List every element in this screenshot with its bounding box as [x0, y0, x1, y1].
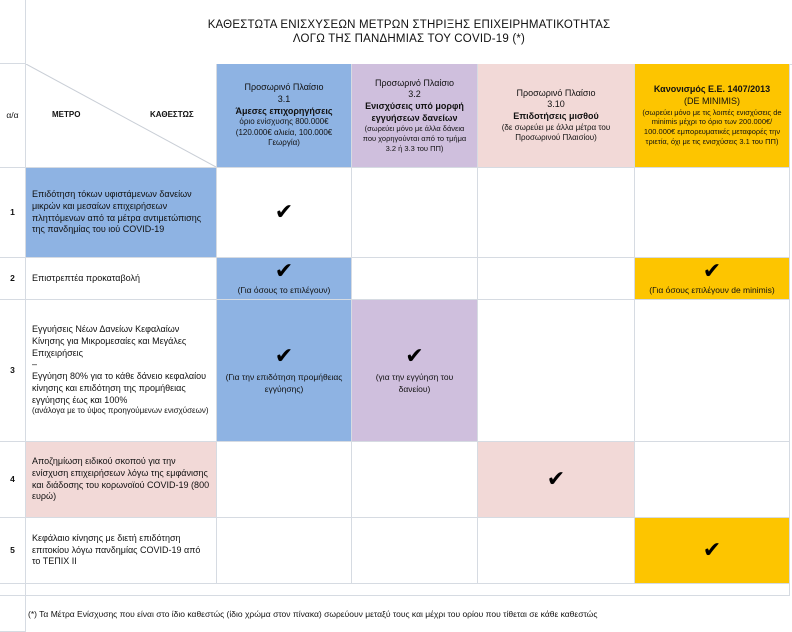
dm-bold: Κανονισμός Ε.Ε. 1407/2013 — [653, 84, 771, 95]
row-3-col-3-10 — [478, 300, 635, 442]
check-icon: ✔ — [274, 344, 294, 370]
row-2-number — [0, 258, 26, 300]
row-4-number — [0, 442, 26, 518]
measure-text-note: (ανάλογα με το ύψος προηγούμενων ενισχύσεων) — [32, 406, 209, 416]
col31-bold: Άμεσες επιχορηγήσεις — [235, 105, 333, 116]
check-icon: ✔ — [274, 199, 294, 225]
row-4-col-3-10 — [478, 442, 635, 518]
header-col-3-2 — [352, 64, 478, 168]
title-line-2: ΛΟΓΩ ΤΗΣ ΠΑΝΔΗΜΙΑΣ ΤΟΥ COVID-19 (*) — [292, 33, 526, 45]
col310-bold: Επιδοτήσεις μισθού — [513, 110, 599, 121]
row-2-note-3-1: (Για όσους το επιλέγουν) — [237, 284, 331, 295]
header-col-3-1 — [217, 64, 352, 168]
check-icon: ✔ — [405, 344, 424, 370]
header-measure-scheme — [26, 64, 217, 168]
col31-line2: 3.1 — [277, 94, 291, 105]
check-icon: ✔ — [546, 466, 566, 492]
spacer-left — [0, 584, 26, 596]
header-col-3-10 — [478, 64, 635, 168]
row-2-col-de-minimis — [635, 258, 790, 300]
row-4-measure — [26, 442, 217, 518]
col310-note: (δε σωρεύει με άλλα μέτρα του Προσωρινού Πλαισίου) — [501, 122, 611, 143]
col32-line1: Προσωρινό Πλαίσιο — [375, 77, 454, 88]
corner-blank — [0, 0, 26, 64]
dm-note2: 100.000€ εμπορευματικές μεταφορές την τριετία, όχι με τις ενισχύσεις 3.1 του ΠΠ) — [643, 127, 781, 146]
row-3-measure — [26, 300, 217, 442]
row-3-col-3-1 — [217, 300, 352, 442]
row-1-measure — [26, 168, 217, 258]
row-2-col-3-1 — [217, 258, 352, 300]
check-icon: ✔ — [702, 258, 722, 284]
row-2-col-3-10 — [478, 258, 635, 300]
page-title — [26, 0, 792, 65]
measure-text: Αποζημίωση ειδικού σκοπού για την ενίσχυση επιχειρήσεων λόγω της εμφάνισης και διάδοσης του κορωνοϊού COVID-19 (800 ευρώ) — [32, 456, 210, 502]
measure-text-guarantee: Εγγύηση 80% για το κάθε δάνειο κεφαλαίου κίνησης και επιδότηση της προμήθειας εγγύησης έως και 100% — [32, 371, 207, 405]
measure-text: Επιστρεπτέα προκαταβολή — [32, 272, 141, 283]
row-1-col-3-10 — [478, 168, 635, 258]
row-3-col-3-2 — [352, 300, 478, 442]
row-3-note-3-2: (για την εγγύηση του δανείου) — [375, 372, 454, 394]
measure-text: Επιδότηση τόκων υφιστάμενων δανείων μικρών και μεσαίων επιχειρήσεων πληττόμενων από τα μέτρα αντιμετώπισης της πανδημίας του ιού COVID-19 — [32, 189, 202, 235]
header-scheme-label: ΚΑΘΕΣΤΩΣ — [150, 110, 194, 119]
row-3-number — [0, 300, 26, 442]
row-1-col-3-2 — [352, 168, 478, 258]
col31-line1: Προσωρινό Πλαίσιο — [244, 82, 324, 93]
row-number: 1 — [10, 206, 15, 217]
col32-line2: 3.2 — [408, 89, 421, 100]
footnote-left-blank — [0, 596, 26, 632]
dm-line2: (DE MINIMIS) — [684, 96, 740, 106]
row-5-col-3-10 — [478, 518, 635, 584]
col31-note: όριο ενίσχυσης 800.000€ (120.000€ αλιεία, 100.000€ Γεωργία) — [235, 117, 333, 148]
spacer-row — [26, 584, 790, 596]
row-4-col-3-1 — [217, 442, 352, 518]
row-3-col-de-minimis — [635, 300, 790, 442]
row-1-col-de-minimis — [635, 168, 790, 258]
row-5-number — [0, 518, 26, 584]
row-2-measure — [26, 258, 217, 300]
row-number: 2 — [10, 272, 15, 283]
row-4-col-de-minimis — [635, 442, 790, 518]
row-number: 4 — [10, 473, 15, 484]
row-5-col-3-2 — [352, 518, 478, 584]
measure-text: Κεφάλαιο κίνησης με διετή επιδότηση επιτοκίου λόγω πανδημίας COVID-19 από το ΤΕΠΙΧ ΙΙ — [32, 532, 201, 567]
row-1-col-3-1 — [217, 168, 352, 258]
col310-line2: 3.10 — [547, 99, 565, 110]
footnote: (*) Τα Μέτρα Ενίσχυσης που είναι στο ίδιο καθεστώς (ίδιο χρώμα στον πίνακα) σωρεύουν μεταξύ τους και μέχρι του ορίου που τίθεται σε κάθε καθεστώς — [28, 609, 598, 619]
row-5-col-de-minimis — [635, 518, 790, 584]
row-3-note-3-1: (Για την επιδότηση προμήθειας εγγύησης) — [225, 372, 343, 394]
col310-line1: Προσωρινό Πλαίσιο — [516, 87, 596, 98]
row-1-number — [0, 168, 26, 258]
title-line-1: ΚΑΘΕΣΤΩΤΑ ΕΝΙΣΧΥΣΕΩΝ ΜΕΤΡΩΝ ΣΤΗΡΙΞΗΣ ΕΠΙΧΕΙΡΗΜΑΤΙΚΟΤΗΤΑΣ — [207, 19, 611, 31]
row-2-col-3-2 — [352, 258, 478, 300]
dm-note1: (σωρεύει μόνο με τις λοιπές ενισχύσεις de minimis μέχρι το όριο των 200.000€/ — [642, 107, 782, 127]
check-icon: ✔ — [702, 537, 722, 563]
row-5-col-3-1 — [217, 518, 352, 584]
header-measure-label: ΜΕΤΡΟ — [52, 110, 81, 119]
col32-note: (σωρεύει μόνο με άλλα δάνεια που χορηγούνται από το τμήμα 3.2 ή 3.3 του ΠΠ) — [362, 124, 467, 153]
header-col-de-minimis — [635, 64, 790, 168]
measure-text: Εγγυήσεις Νέων Δανείων Κεφαλαίων Κίνησης για Μικρομεσαίες και Μεγάλες Επιχειρήσεις — [32, 324, 187, 358]
row-2-note-de-minimis: (Για όσους επιλέγουν de minimis) — [649, 284, 775, 295]
measure-dash: – — [32, 359, 38, 370]
check-icon: ✔ — [274, 258, 294, 284]
header-aa-label: α/α — [6, 109, 19, 120]
row-number: 3 — [10, 364, 15, 375]
row-4-col-3-2 — [352, 442, 478, 518]
header-aa — [0, 64, 26, 168]
row-5-measure — [26, 518, 217, 584]
col32-bold: Ενισχύσεις υπό μορφή εγγυήσεων δανείων — [365, 100, 464, 123]
row-number: 5 — [10, 544, 15, 555]
